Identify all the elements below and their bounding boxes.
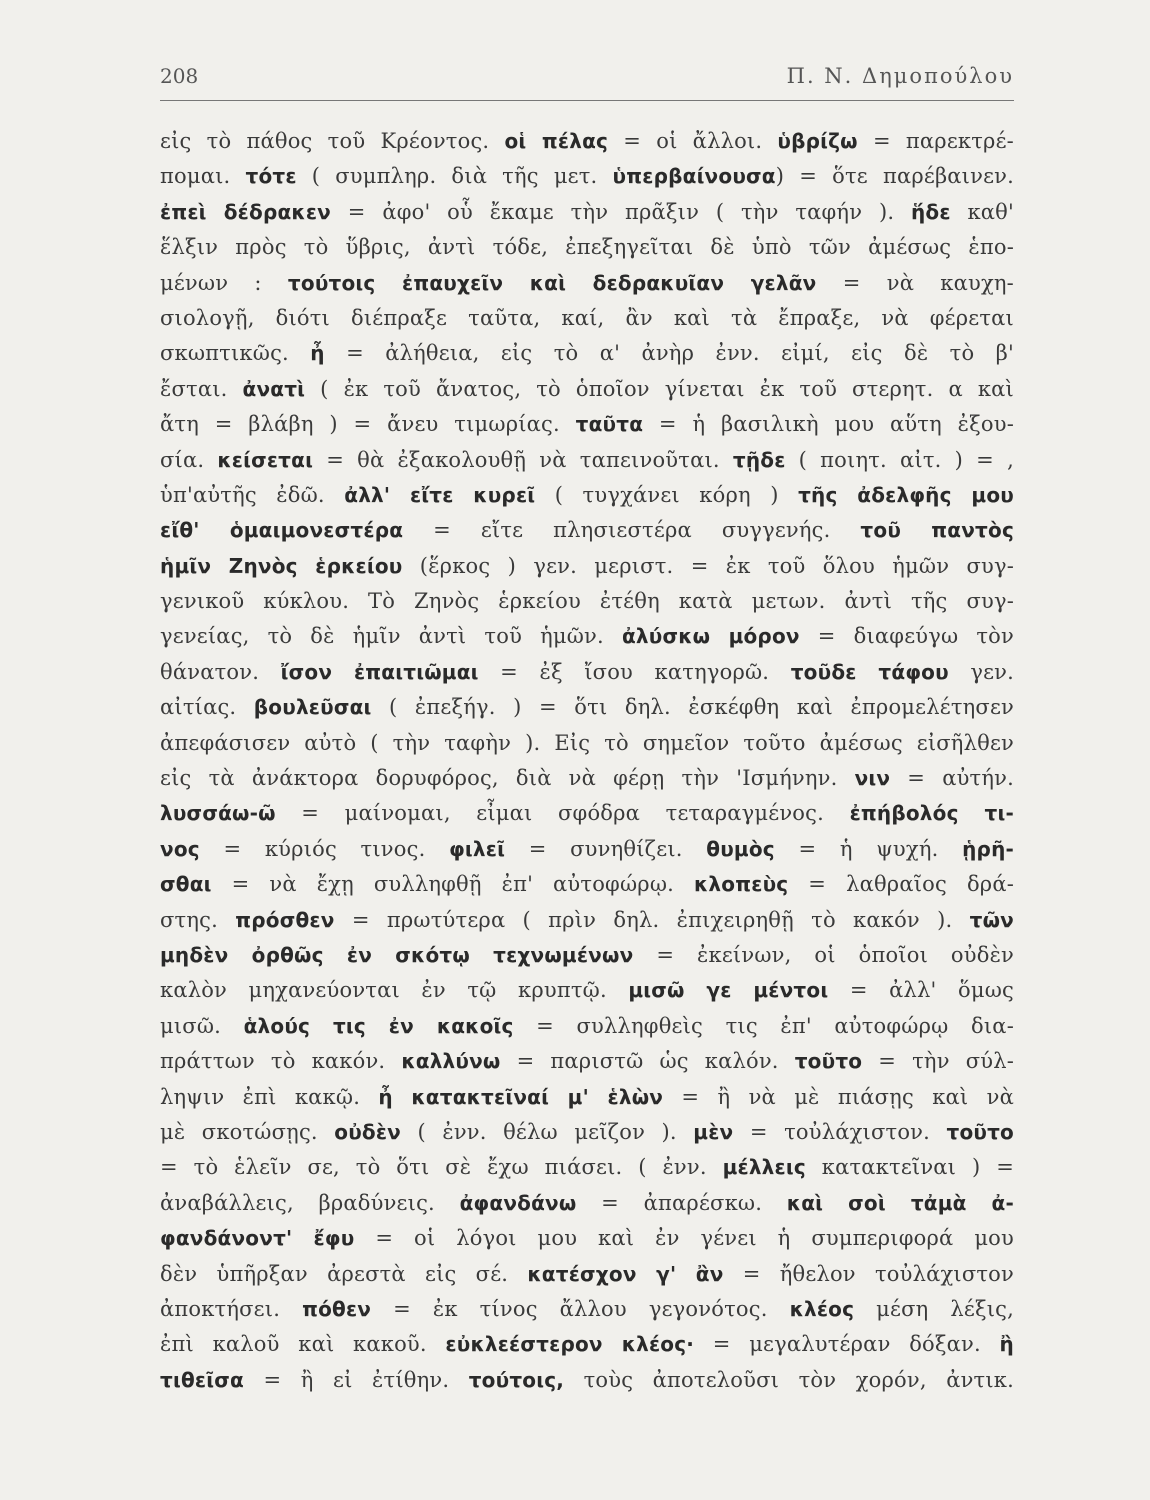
gloss-text: δὲν ὑπῆρξαν ἀρεστὰ εἰς σέ. bbox=[160, 1261, 528, 1286]
lemma-term: ἀλλ' εἴτε κυρεῖ bbox=[344, 482, 536, 507]
gloss-text: (ἕρκος ) γεν. μεριστ. = ἐκ τοῦ ὅλου ἡμῶν συγ- bbox=[402, 553, 1014, 578]
lemma-term: ἡμῖν Ζηνὸς ἑρκείου bbox=[160, 553, 403, 578]
gloss-text: = διαφεύγω τὸν bbox=[799, 624, 1014, 649]
lemma-term: κατέσχον γ' ἂν bbox=[527, 1261, 724, 1286]
text-line bbox=[160, 443, 1014, 478]
lemma-term: λυσσάω-ῶ bbox=[160, 801, 276, 826]
lemma-term: πόθεν bbox=[302, 1296, 372, 1321]
gloss-text: ( ἐνν. θέλω μεῖζον ). bbox=[401, 1119, 694, 1144]
text-line bbox=[160, 1186, 1014, 1221]
lemma-term: εἴθ' ὁμαιμονεστέρα bbox=[160, 518, 404, 543]
text-line bbox=[160, 973, 1014, 1008]
lemma-term: μηδὲν ὀρθῶς ἐν σκότῳ τεχνωμένων bbox=[160, 942, 634, 967]
text-line bbox=[160, 1150, 1014, 1185]
gloss-text: θάνατον. bbox=[160, 659, 281, 684]
lemma-term: τῇδε bbox=[732, 447, 786, 472]
gloss-text: ἀποκτήσει. bbox=[160, 1296, 303, 1321]
gloss-text: ἐπὶ καλοῦ καὶ κακοῦ. bbox=[160, 1332, 446, 1357]
gloss-text: εἰς τὸ πάθος τοῦ Κρέοντος. bbox=[160, 129, 505, 153]
lemma-term: φιλεῖ bbox=[449, 836, 506, 861]
page-header bbox=[160, 64, 1014, 101]
gloss-text: = τοὐλάχιστον. bbox=[733, 1119, 947, 1144]
text-line bbox=[160, 832, 1014, 867]
gloss-text: = νὰ καυχη- bbox=[816, 270, 1014, 295]
text-line bbox=[160, 1327, 1014, 1362]
text-line bbox=[160, 867, 1014, 902]
text-line bbox=[160, 549, 1014, 584]
text-line bbox=[160, 1080, 1014, 1115]
gloss-text: = ἐκείνων, οἱ ὁποῖοι οὐδὲν bbox=[633, 942, 1015, 967]
text-line bbox=[160, 761, 1014, 796]
gloss-text: ἔσται. bbox=[160, 376, 243, 401]
lemma-term: ἢ bbox=[999, 1332, 1014, 1357]
lemma-term: ἦ κατακτεῖναί μ' ἑλὼν bbox=[378, 1084, 664, 1109]
gloss-text: = ἐξ ἴσου κατηγορῶ. bbox=[478, 659, 791, 684]
gloss-text: μένων : bbox=[160, 270, 288, 295]
lemma-term: τοῦτο bbox=[794, 1049, 863, 1074]
gloss-text: μὲ σκοτώσῃς. bbox=[160, 1119, 335, 1144]
lemma-term: ἀφανδάνω bbox=[459, 1190, 577, 1215]
lemma-term: κλέος bbox=[789, 1296, 855, 1321]
gloss-text: ) = ὅτε παρέβαινεν. bbox=[775, 164, 1015, 189]
gloss-text: = ἐκ τίνος ἄλλου γεγονότος. bbox=[371, 1296, 790, 1321]
lemma-term: ἦ bbox=[310, 341, 325, 366]
lemma-term: τοῦδε τάφου bbox=[790, 659, 949, 684]
gloss-text: ( ποιητ. αἰτ. ) = , bbox=[785, 447, 1014, 472]
lemma-term: τοῦ παντὸς bbox=[860, 518, 1014, 543]
gloss-text: = αὐτήν. bbox=[890, 766, 1015, 791]
text-line bbox=[160, 1009, 1014, 1044]
page-number: 208 bbox=[160, 64, 199, 88]
lemma-term: ἐπεὶ δέδρακεν bbox=[160, 199, 331, 224]
lemma-term: οὐδὲν bbox=[334, 1119, 402, 1144]
gloss-text: πομαι. bbox=[160, 164, 246, 189]
lemma-term: τῆς ἀδελφῆς μου bbox=[798, 482, 1014, 507]
gloss-text: = ἢ νὰ μὲ πιάσῃς καὶ νὰ bbox=[663, 1084, 1014, 1109]
lemma-term: σθαι bbox=[160, 872, 212, 897]
gloss-text: καθ' bbox=[950, 199, 1014, 224]
text-line bbox=[160, 1115, 1014, 1150]
lemma-term: ἥδε bbox=[910, 199, 951, 224]
gloss-text: ( ἐκ τοῦ ἄνατος, τὸ ὁποῖον γίνεται ἐκ τοῦ στερητ. α καὶ bbox=[305, 376, 1014, 401]
gloss-text: πράττων τὸ κακόν. bbox=[160, 1049, 402, 1074]
gloss-text: ἀναβάλλεις, βραδύνεις. bbox=[160, 1190, 460, 1215]
gloss-text: = τὴν σύλ- bbox=[862, 1049, 1015, 1074]
gloss-text: γενικοῦ κύκλου. Τὸ Ζηνὸς ἑρκείου ἐτέθη κατὰ μετων. ἀντὶ τῆς συγ- bbox=[160, 589, 1014, 614]
lemma-term: ἴσον ἐπαιτιῶμαι bbox=[280, 659, 479, 684]
text-line bbox=[160, 1044, 1014, 1079]
gloss-text: = παριστῶ ὡς καλόν. bbox=[500, 1049, 795, 1074]
text-line bbox=[160, 1292, 1014, 1327]
gloss-text: = ἀλήθεια, εἰς τὸ α' ἀνὴρ ἐνν. εἰμί, εἰς δὲ τὸ β' bbox=[324, 341, 1014, 366]
lemma-term: κείσεται bbox=[217, 447, 314, 472]
gloss-text: = ἀλλ' ὅμως bbox=[828, 978, 1014, 1003]
gloss-text: σκωπτικῶς. bbox=[160, 341, 311, 366]
gloss-text: = μεγαλυτέραν δόξαν. bbox=[694, 1332, 1000, 1357]
text-line bbox=[160, 195, 1014, 230]
gloss-text: εἰς τὰ ἀνάκτορα δορυφόρος, διὰ νὰ φέρῃ τὴν 'Ισμήνην. bbox=[160, 766, 855, 791]
lemma-term: πρόσθεν bbox=[235, 907, 335, 932]
lemma-term: κλοπεὺς bbox=[694, 872, 789, 897]
gloss-text: = οἱ λόγοι μου καὶ ἐν γένει ἡ συμπεριφορά μου bbox=[354, 1226, 1014, 1251]
text-line bbox=[160, 1221, 1014, 1256]
lemma-term: οἱ πέλας bbox=[504, 129, 609, 153]
running-head: Π. Ν. Δημοπούλου bbox=[786, 64, 1014, 88]
gloss-text: ( ἐπεξήγ. ) = ὅτι δηλ. ἐσκέφθη καὶ ἐπρομελέτησεν bbox=[371, 695, 1014, 720]
gloss-text: τοὺς ἀποτελοῦσι τὸν χορόν, ἀντικ. bbox=[564, 1367, 1014, 1392]
text-line bbox=[160, 230, 1014, 265]
gloss-text: = συλληφθεὶς τις ἐπ' αὐτοφώρῳ δια- bbox=[513, 1013, 1014, 1038]
gloss-text: καλὸν μηχανεύονται ἐν τῷ κρυπτῷ. bbox=[160, 978, 629, 1003]
text-line bbox=[160, 372, 1014, 407]
lemma-term: ἀνατὶ bbox=[242, 376, 306, 401]
lemma-term: ἁλούς τις ἐν κακοῖς bbox=[243, 1013, 514, 1038]
gloss-text: = ἡ ψυχή. bbox=[774, 836, 963, 861]
lemma-term: νιν bbox=[854, 766, 891, 791]
lemma-term: τότε bbox=[245, 164, 297, 189]
gloss-text: ( συμπληρ. διὰ τῆς μετ. bbox=[296, 164, 613, 189]
gloss-text: στης. bbox=[160, 907, 236, 932]
text-line bbox=[160, 336, 1014, 371]
gloss-text: = παρεκτρέ- bbox=[857, 129, 1014, 153]
gloss-text: = νὰ ἔχῃ συλληφθῇ ἐπ' αὐτοφώρῳ. bbox=[211, 872, 695, 897]
text-line bbox=[160, 513, 1014, 548]
text-line bbox=[160, 407, 1014, 442]
lemma-term: τῶν bbox=[969, 907, 1014, 932]
gloss-text: = πρωτύτερα ( πρὶν δηλ. ἐπιχειρηθῇ τὸ κακόν ). bbox=[334, 907, 970, 932]
gloss-text: = θὰ ἐξακολουθῇ νὰ ταπεινοῦται. bbox=[313, 447, 733, 472]
gloss-text: σία. bbox=[160, 447, 218, 472]
text-line bbox=[160, 903, 1014, 938]
gloss-text: κατακτεῖναι ) = bbox=[805, 1155, 1014, 1180]
text-line bbox=[160, 584, 1014, 619]
gloss-text: = τὸ ἑλεῖν σε, τὸ ὅτι σὲ ἔχω πιάσει. ( ἐνν. bbox=[160, 1155, 723, 1180]
text-line bbox=[160, 1363, 1014, 1398]
gloss-text: = οἱ ἄλλοι. bbox=[608, 129, 778, 153]
gloss-text: αἰτίας. bbox=[160, 695, 254, 720]
gloss-text: ὑπ'αὐτῆς ἐδῶ. bbox=[160, 482, 345, 507]
text-line bbox=[160, 478, 1014, 513]
gloss-text: = ἢ εἰ ἐτίθην. bbox=[243, 1367, 469, 1392]
lemma-term: μέλλεις bbox=[722, 1155, 806, 1180]
lemma-term: καλλύνω bbox=[401, 1049, 501, 1074]
gloss-text: ἀπεφάσισεν αὐτὸ ( τὴν ταφὴν ). Εἰς τὸ σημεῖον τοῦτο ἀμέσως εἰσῆλθεν bbox=[160, 730, 1014, 755]
gloss-text: = ἤθελον τοὐλάχιστον bbox=[723, 1261, 1014, 1286]
gloss-text: = κύριός τινος. bbox=[199, 836, 450, 861]
lemma-term: τούτοις, bbox=[468, 1367, 565, 1392]
lemma-term: νος bbox=[160, 836, 200, 861]
lemma-term: βουλεῦσαι bbox=[253, 695, 372, 720]
gloss-text: = εἴτε πλησιεστέρα συγγενής. bbox=[403, 518, 861, 543]
lemma-term: μισῶ γε μέντοι bbox=[628, 978, 829, 1003]
lemma-term: τούτοις ἐπαυχεῖν καὶ δεδρακυῖαν γελᾶν bbox=[287, 270, 817, 295]
commentary-text bbox=[160, 124, 1014, 1398]
text-line bbox=[160, 159, 1014, 194]
text-line bbox=[160, 690, 1014, 725]
gloss-text: γενείας, τὸ δὲ ἡμῖν ἀντὶ τοῦ ἡμῶν. bbox=[160, 624, 622, 649]
lemma-term: τιθεῖσα bbox=[160, 1367, 244, 1392]
lemma-term: θυμὸς bbox=[706, 836, 775, 861]
gloss-text: ( τυγχάνει κόρη ) bbox=[535, 482, 799, 507]
lemma-term: ἐπήβολός τι- bbox=[849, 801, 1014, 826]
gloss-text: = συνηθίζει. bbox=[505, 836, 707, 861]
gloss-text: ἕλξιν πρὸς τὸ ὕβρις, ἀντὶ τόδε, ἐπεξηγεῖται δὲ ὑπὸ τῶν ἀμέσως ἑπο- bbox=[160, 235, 1014, 260]
gloss-text: = ἀφο' οὗ ἔκαμε τὴν πρᾶξιν ( τὴν ταφήν ). bbox=[330, 199, 911, 224]
gloss-text: ἄτη = βλάβη ) = ἄνευ τιμωρίας. bbox=[160, 412, 576, 437]
lemma-term: καὶ σοὶ τἀμὰ ἀ- bbox=[786, 1190, 1014, 1215]
lemma-term: εὐκλεέστερον κλέος· bbox=[445, 1332, 695, 1357]
text-line bbox=[160, 938, 1014, 973]
lemma-term: ὑπερβαίνουσα bbox=[612, 164, 776, 189]
gloss-text: = λαθραῖος δρά- bbox=[788, 872, 1015, 897]
text-line bbox=[160, 619, 1014, 654]
lemma-term: τοῦτο bbox=[946, 1119, 1014, 1144]
lemma-term: ὑβρίζω bbox=[777, 129, 858, 153]
text-line bbox=[160, 124, 1014, 159]
gloss-text: μισῶ. bbox=[160, 1013, 244, 1038]
lemma-term: ᾑρῆ- bbox=[962, 836, 1015, 861]
gloss-text: μέση λέξις, bbox=[854, 1296, 1015, 1321]
gloss-text: = ἀπαρέσκω. bbox=[576, 1190, 787, 1215]
lemma-term: φανδάνοντ' ἔφυ bbox=[160, 1226, 355, 1251]
gloss-text: = μαίνομαι, εἶμαι σφόδρα τεταραγμένος. bbox=[275, 801, 850, 826]
text-line bbox=[160, 266, 1014, 301]
lemma-term: ἀλύσκω μόρον bbox=[621, 624, 800, 649]
gloss-text: ληψιν ἐπὶ κακῷ. bbox=[160, 1084, 379, 1109]
lemma-term: ταῦτα bbox=[575, 412, 644, 437]
gloss-text: σιολογῇ, διότι διέπραξε ταῦτα, καί, ἂν καὶ τὰ ἔπραξε, νὰ φέρεται bbox=[160, 305, 1014, 330]
lemma-term: μὲν bbox=[693, 1119, 734, 1144]
text-line bbox=[160, 301, 1014, 336]
gloss-text: = ἡ βασιλικὴ μου αὕτη ἐξου- bbox=[643, 412, 1014, 437]
text-line bbox=[160, 726, 1014, 761]
text-line bbox=[160, 796, 1014, 831]
text-line bbox=[160, 1257, 1014, 1292]
gloss-text: γεν. bbox=[948, 659, 1015, 684]
text-line bbox=[160, 655, 1014, 690]
